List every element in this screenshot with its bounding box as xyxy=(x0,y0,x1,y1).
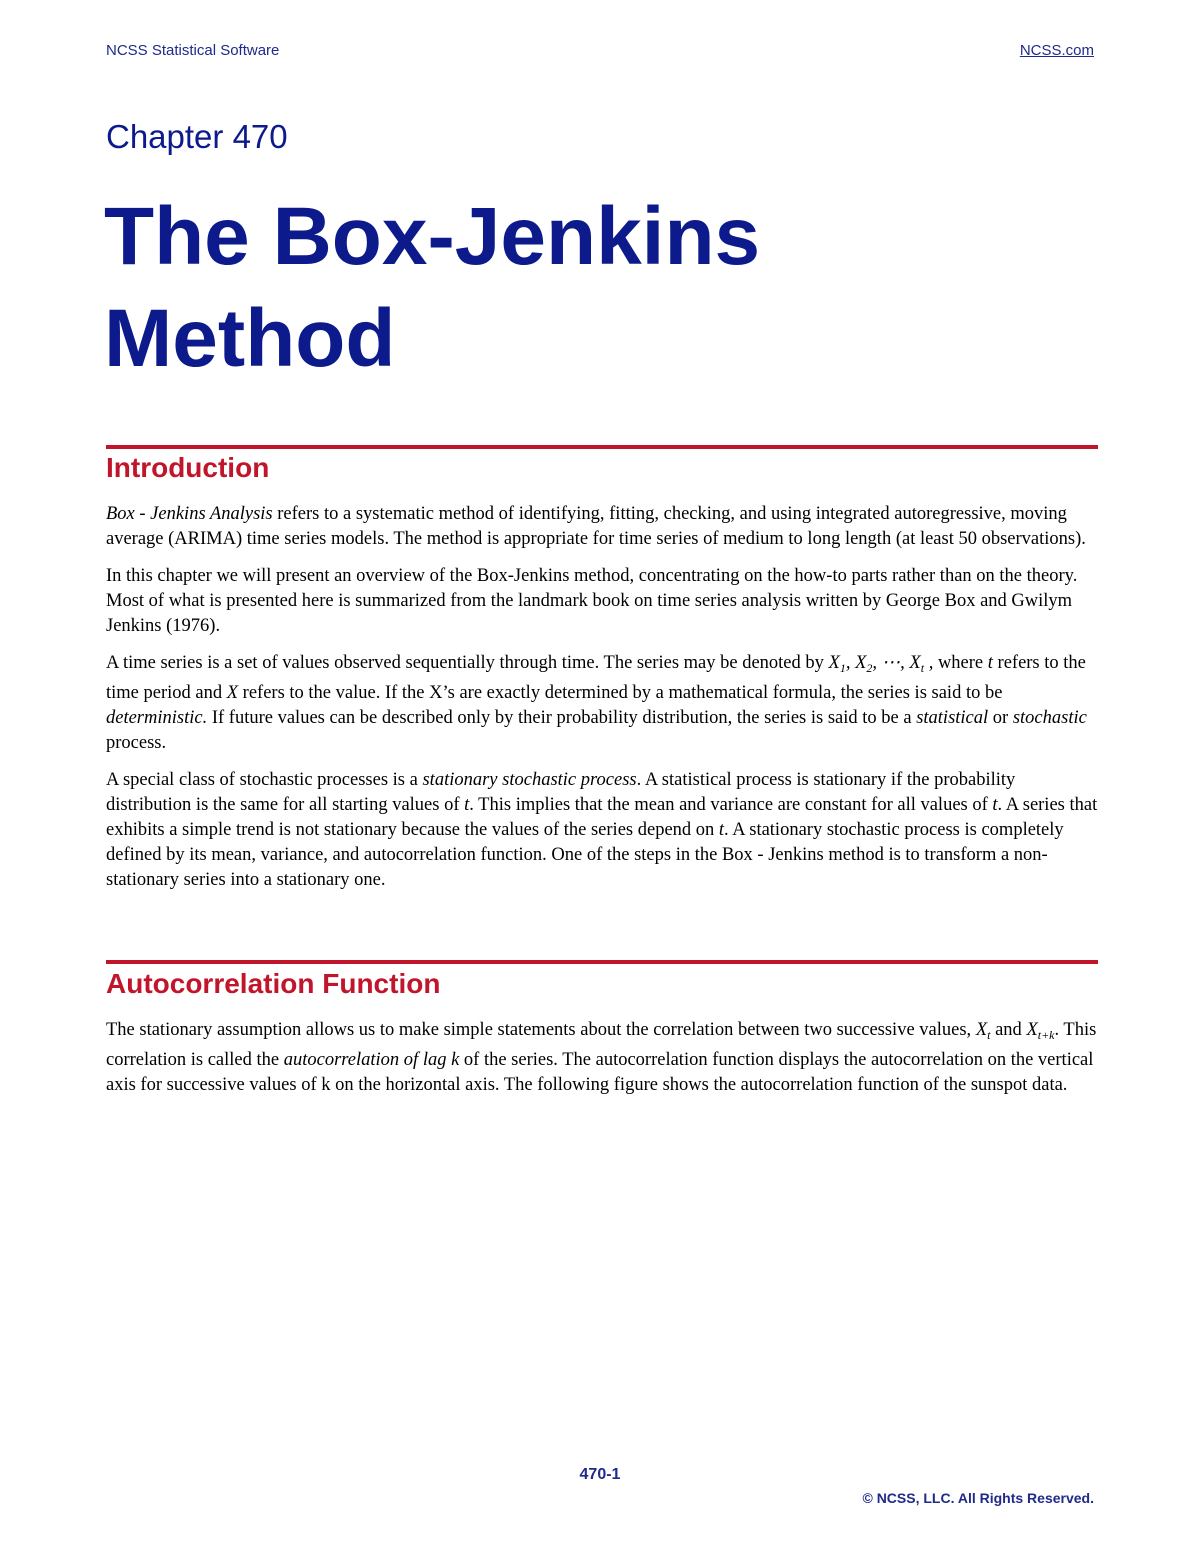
intro-body xyxy=(106,502,1098,905)
term-deterministic: deterministic. xyxy=(106,708,208,728)
term-box-jenkins-analysis: Box - Jenkins Analysis xyxy=(106,504,273,524)
term-stationary-process: stationary stochastic process xyxy=(422,770,637,790)
heading-autocorrelation-function: Autocorrelation Function xyxy=(106,968,441,999)
p4-var-t3: t xyxy=(718,820,725,840)
intro-paragraph-4 xyxy=(106,768,1098,893)
p3-text-c: refers to the time period and xyxy=(106,653,1086,703)
intro-paragraph-2: In this chapter we will present an overview of the Box-Jenkins method, concentrating on the how-to parts rather than on the theory. Most of what is presented here is summarized from the landmark book on time series analysis written by George Box and Gwilym Jenkins (1976). xyxy=(106,566,1078,636)
lag-notation-xt: $X_t$ xyxy=(975,1020,991,1042)
section-divider-intro xyxy=(106,445,1098,449)
acf-text-b: . This correlation is called the xyxy=(106,1020,1097,1070)
page-number: 470-1 xyxy=(579,1466,621,1483)
intro-p1-text: refers to a systematic method of identifying, fitting, checking, and using integrated autoregressive, moving average (ARIMA) time series models. The method is appropriate for time series of medium to long length (at least 50 observations). xyxy=(106,504,1086,549)
title-line-1: The Box-Jenkins xyxy=(104,191,761,282)
page-title xyxy=(104,186,760,390)
intro-paragraph-3 xyxy=(106,651,1098,756)
heading-introduction: Introduction xyxy=(106,452,270,483)
term-autocorrelation-lag-k: autocorrelation of lag k xyxy=(283,1050,460,1070)
p4-text-a: A special class of stochastic processes is a xyxy=(106,770,423,790)
p3-text-f: or xyxy=(988,708,1013,728)
p3-text-a: A time series is a set of values observed sequentially through time. The series may be denoted by xyxy=(106,653,829,673)
p4-text-c: . This implies that the mean and variance are constant for all values of xyxy=(469,795,993,815)
p3-var-x: X xyxy=(226,683,239,703)
acf-text-c: of the series. The autocorrelation function displays the autocorrelation on the vertical axis for successive values of k on the horizontal axis. The following figure shows the autocorrelation function of the sunspot data. xyxy=(106,1050,1094,1095)
term-stochastic: stochastic xyxy=(1012,708,1087,728)
p3-text-g: process. xyxy=(106,733,167,753)
p4-text-d: . A series that exhibits a simple trend is not stationary because the values of the series depend on xyxy=(106,795,1098,840)
p3-text-b: where xyxy=(933,653,988,673)
copyright-notice: © NCSS, LLC. All Rights Reserved. xyxy=(862,1490,1094,1506)
p4-var-t1: t xyxy=(464,795,470,815)
header-publisher: NCSS Statistical Software xyxy=(106,42,280,59)
p3-text-d: refers to the value. If the X’s are exactly determined by a mathematical formula, the series is said to be xyxy=(238,683,1003,703)
chapter-number: Chapter 470 xyxy=(106,118,288,155)
series-notation: $X_1$, $X_2$, ⋯, $X_t$ , xyxy=(828,653,934,675)
acf-paragraph-1 xyxy=(106,1018,1098,1098)
p4-var-t2: t xyxy=(992,795,998,815)
title-line-2: Method xyxy=(104,293,396,384)
p3-var-t: t xyxy=(987,653,993,673)
lag-notation-xtk: $X_{t+k}$ xyxy=(1026,1020,1055,1042)
intro-paragraph-1 xyxy=(106,502,1098,552)
acf-text-and: and xyxy=(990,1020,1027,1040)
header-site-link[interactable]: NCSS.com xyxy=(1019,42,1094,59)
section-divider-acf xyxy=(106,960,1098,964)
acf-body xyxy=(106,1018,1098,1110)
p3-text-e: If future values can be described only by their probability distribution, the series is said to be a xyxy=(207,708,917,728)
p4-text-e: . A stationary stochastic process is completely defined by its mean, variance, and autocorrelation function. One of the steps in the Box - Jenkins method is to transform a non-stationary series into a stationary one. xyxy=(106,820,1064,890)
term-statistical: statistical xyxy=(916,708,989,728)
p4-text-b: . A statistical process is stationary if the probability distribution is the same for all starting values of xyxy=(106,770,1016,815)
acf-text-a: The stationary assumption allows us to make simple statements about the correlation between two successive values, xyxy=(106,1020,976,1040)
